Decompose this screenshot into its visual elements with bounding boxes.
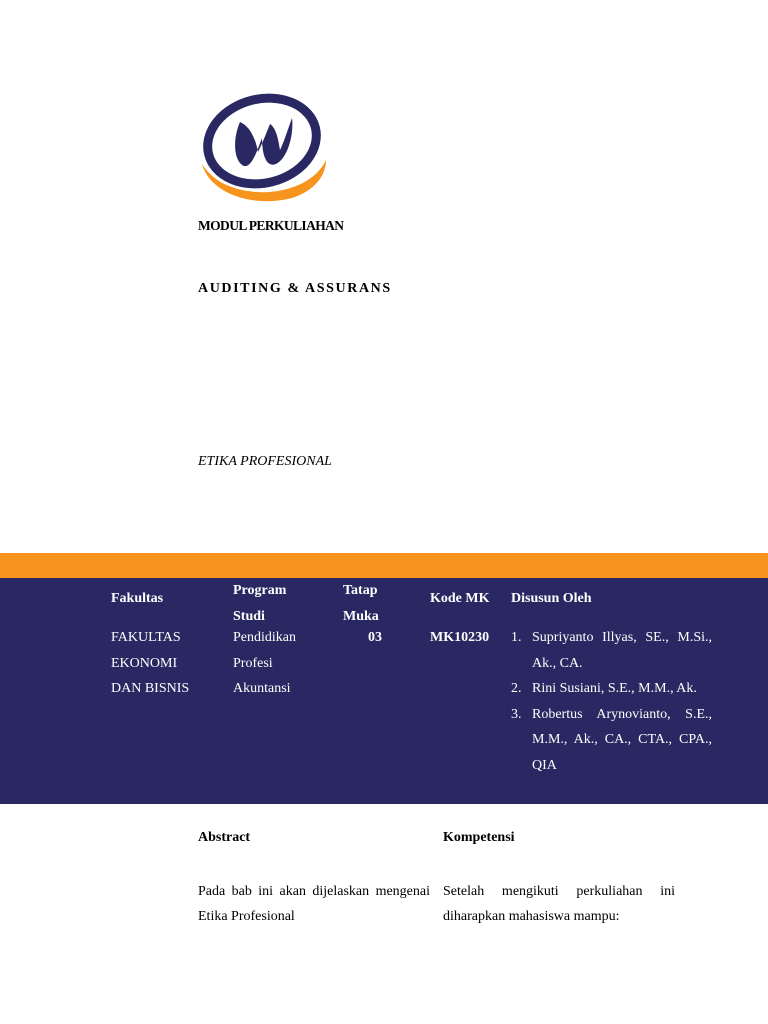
topic-title: ETIKA PROFESIONAL [198, 454, 332, 469]
value-fakultas [111, 625, 223, 702]
header-fakultas: Fakultas [111, 591, 164, 606]
kompetensi-heading: Kompetensi [443, 830, 515, 845]
author-item [511, 702, 712, 779]
author-number: 1. [511, 630, 522, 645]
kompetensi-text: Setelah mengikuti perkuliahan ini diharapkan mahasiswa mampu: [443, 884, 675, 924]
university-w-logo-icon [196, 90, 330, 208]
author-name: Supriyanto Illyas, SE., M.Si., Ak., CA. [532, 630, 712, 671]
value-fakultas-line1: FAKULTAS [111, 630, 181, 645]
value-fakultas-line2: EKONOMI [111, 655, 178, 671]
author-name: Rini Susiani, S.E., M.M., Ak. [532, 681, 697, 696]
course-title: AUDITING & ASSURANS [198, 281, 392, 296]
header-tatap-muka-line1: Tatap [343, 583, 378, 598]
value-program-line3: Akuntansi [233, 681, 291, 696]
author-list [511, 625, 712, 778]
orange-band [0, 553, 768, 578]
value-fakultas-line3: DAN BISNIS [111, 681, 190, 696]
info-table [0, 578, 768, 804]
header-tatap-muka [343, 578, 385, 629]
header-program-studi-line2: Studi [233, 608, 265, 624]
value-program-line2: Profesi [233, 655, 273, 671]
author-number: 3. [511, 706, 522, 722]
value-tatap-muka: 03 [368, 630, 382, 645]
header-program-studi-line1: Program [233, 583, 287, 598]
module-label: MODUL PERKULIAHAN [198, 218, 344, 233]
value-program-line1: Pendidikan [233, 630, 296, 645]
author-item [511, 676, 712, 702]
header-disusun-oleh: Disusun Oleh [511, 591, 592, 606]
header-program-studi [233, 578, 333, 629]
value-kode-mk: MK10230 [430, 630, 490, 645]
abstract-heading: Abstract [198, 830, 251, 845]
author-number: 2. [511, 681, 522, 696]
author-item [511, 625, 712, 676]
header-tatap-muka-line2: Muka [343, 608, 379, 624]
abstract-text: Pada bab ini akan dijelaskan mengenai Etika Profesional [198, 884, 430, 924]
value-program-studi [233, 625, 333, 702]
author-name: Robertus Arynovianto, S.E., M.M., Ak., CA., CTA., CPA., QIA [532, 706, 712, 773]
header-kode-mk: Kode MK [430, 591, 490, 606]
